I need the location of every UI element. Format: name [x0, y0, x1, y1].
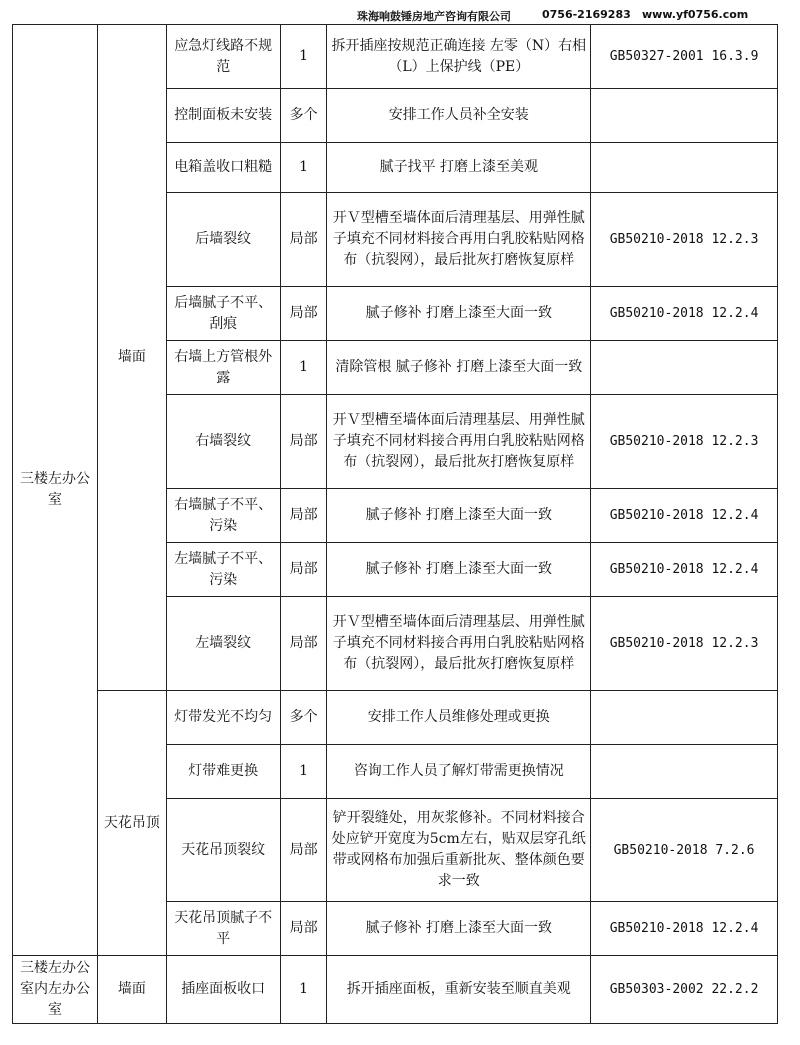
- qty-cell: 局部: [280, 287, 327, 341]
- issue-cell: 左墙裂纹: [166, 597, 280, 691]
- fix-cell: 腻子修补 打磨上漆至大面一致: [327, 489, 591, 543]
- issue-cell: 灯带发光不均匀: [166, 691, 280, 745]
- fix-cell: 拆开插座按规范正确连接 左零（N）右相（L）上保护线（PE）: [327, 25, 591, 89]
- standard-cell: GB50210-2018 12.2.4: [591, 543, 778, 597]
- qty-cell: 1: [280, 745, 327, 799]
- table-row: [13, 25, 778, 89]
- qty-cell: 局部: [280, 193, 327, 287]
- fix-cell: 拆开插座面板，重新安装至顺直美观: [327, 956, 591, 1024]
- table-row: [13, 691, 778, 745]
- issue-cell: 电箱盖收口粗糙: [166, 143, 280, 193]
- standard-cell: GB50210-2018 12.2.4: [591, 902, 778, 956]
- qty-cell: 多个: [280, 89, 327, 143]
- qty-cell: 局部: [280, 543, 327, 597]
- part-cell: 墙面: [98, 956, 167, 1024]
- issue-cell: 控制面板未安装: [166, 89, 280, 143]
- page-header: [0, 0, 800, 26]
- standard-cell: GB50210-2018 12.2.3: [591, 193, 778, 287]
- standard-cell: [591, 745, 778, 799]
- qty-cell: 1: [280, 341, 327, 395]
- standard-cell: GB50327-2001 16.3.9: [591, 25, 778, 89]
- inspection-table: [12, 24, 778, 1024]
- issue-cell: 灯带难更换: [166, 745, 280, 799]
- issue-cell: 天花吊顶裂纹: [166, 799, 280, 902]
- standard-cell: [591, 341, 778, 395]
- standard-cell: GB50210-2018 7.2.6: [591, 799, 778, 902]
- issue-cell: 后墙裂纹: [166, 193, 280, 287]
- location-cell: 三楼左办公室内左办公室: [13, 956, 98, 1024]
- issue-cell: 左墙腻子不平、污染: [166, 543, 280, 597]
- company-phone: 0756-2169283: [542, 8, 631, 21]
- issue-cell: 天花吊顶腻子不平: [166, 902, 280, 956]
- standard-cell: GB50210-2018 12.2.4: [591, 287, 778, 341]
- issue-cell: 后墙腻子不平、刮痕: [166, 287, 280, 341]
- qty-cell: 1: [280, 143, 327, 193]
- issue-cell: 插座面板收口: [166, 956, 280, 1024]
- issue-cell: 右墙裂纹: [166, 395, 280, 489]
- qty-cell: 1: [280, 25, 327, 89]
- fix-cell: 安排工作人员补全安装: [327, 89, 591, 143]
- qty-cell: 局部: [280, 395, 327, 489]
- qty-cell: 多个: [280, 691, 327, 745]
- fix-cell: 清除管根 腻子修补 打磨上漆至大面一致: [327, 341, 591, 395]
- qty-cell: 局部: [280, 489, 327, 543]
- location-cell: 三楼左办公室: [13, 25, 98, 956]
- standard-cell: GB50210-2018 12.2.4: [591, 489, 778, 543]
- fix-cell: 铲开裂缝处，用灰浆修补。不同材料接合处应铲开宽度为5cm左右，贴双层穿孔纸带或网格布加强后重新批灰、整体颜色要求一致: [327, 799, 591, 902]
- fix-cell: 安排工作人员维修处理或更换: [327, 691, 591, 745]
- fix-cell: 开Ｖ型槽至墙体面后清理基层、用弹性腻子填充不同材料接合再用白乳胶粘贴网格布（抗裂网），最后批灰打磨恢复原样: [327, 193, 591, 287]
- part-cell: 天花吊顶: [98, 691, 167, 956]
- issue-cell: 右墙腻子不平、污染: [166, 489, 280, 543]
- fix-cell: 腻子修补 打磨上漆至大面一致: [327, 287, 591, 341]
- fix-cell: 开Ｖ型槽至墙体面后清理基层、用弹性腻子填充不同材料接合再用白乳胶粘贴网格布（抗裂网），最后批灰打磨恢复原样: [327, 597, 591, 691]
- qty-cell: 1: [280, 956, 327, 1024]
- fix-cell: 咨询工作人员了解灯带需更换情况: [327, 745, 591, 799]
- fix-cell: 腻子修补 打磨上漆至大面一致: [327, 902, 591, 956]
- company-name: 珠海响鼓锤房地产咨询有限公司: [357, 10, 511, 23]
- standard-cell: GB50303-2002 22.2.2: [591, 956, 778, 1024]
- standard-cell: GB50210-2018 12.2.3: [591, 395, 778, 489]
- qty-cell: 局部: [280, 799, 327, 902]
- standard-cell: [591, 691, 778, 745]
- fix-cell: 腻子修补 打磨上漆至大面一致: [327, 543, 591, 597]
- company-website: www.yf0756.com: [642, 8, 749, 21]
- issue-cell: 右墙上方管根外露: [166, 341, 280, 395]
- fix-cell: 腻子找平 打磨上漆至美观: [327, 143, 591, 193]
- part-cell: 墙面: [98, 25, 167, 691]
- fix-cell: 开Ｖ型槽至墙体面后清理基层、用弹性腻子填充不同材料接合再用白乳胶粘贴网格布（抗裂网），最后批灰打磨恢复原样: [327, 395, 591, 489]
- table-row: [13, 956, 778, 1024]
- qty-cell: 局部: [280, 902, 327, 956]
- standard-cell: GB50210-2018 12.2.3: [591, 597, 778, 691]
- issue-cell: 应急灯线路不规范: [166, 25, 280, 89]
- qty-cell: 局部: [280, 597, 327, 691]
- standard-cell: [591, 89, 778, 143]
- standard-cell: [591, 143, 778, 193]
